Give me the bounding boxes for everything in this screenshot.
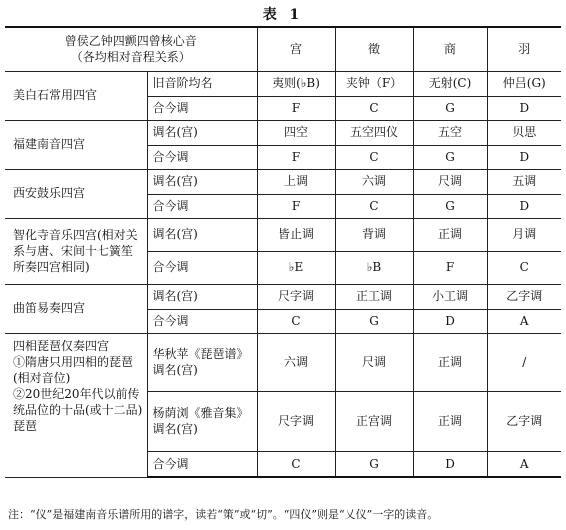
cell: C: [487, 251, 561, 284]
cell: G: [335, 451, 413, 477]
row-label: 调名(宫): [147, 169, 257, 194]
cell: 五调: [487, 169, 561, 194]
cell: 尺调: [335, 333, 413, 391]
row-label: 合今调: [147, 145, 257, 169]
group-label: 福建南音四宫: [5, 120, 147, 169]
cell: F: [413, 251, 487, 284]
cell: G: [413, 96, 487, 120]
row-label: 旧音阶均名: [147, 71, 257, 96]
cell: 背调: [335, 218, 413, 251]
cell: 月调: [487, 218, 561, 251]
cell: C: [335, 194, 413, 218]
cell: C: [257, 309, 335, 333]
cell: ♭E: [257, 251, 335, 284]
col-header-zhi: 徵: [335, 27, 413, 71]
cell: 仲吕(G): [487, 71, 561, 96]
table-row: [5, 120, 561, 145]
cell: 五空四仪: [335, 120, 413, 145]
row-label: 合今调: [147, 96, 257, 120]
cell: /: [487, 333, 561, 391]
cell: 皆止调: [257, 218, 335, 251]
row-label: 合今调: [147, 451, 257, 477]
cell: 尺调: [413, 169, 487, 194]
cell: 四空: [257, 120, 335, 145]
cell: ♭B: [335, 251, 413, 284]
table-row: [5, 284, 561, 309]
col-header-shang: 商: [413, 27, 487, 71]
table-caption: 表 1: [262, 7, 304, 23]
row-label: 合今调: [147, 309, 257, 333]
cell: 乙字调: [487, 284, 561, 309]
cell: G: [413, 145, 487, 169]
cell: G: [413, 194, 487, 218]
cell: 正调: [413, 391, 487, 451]
cell: A: [487, 451, 561, 477]
cell: F: [257, 194, 335, 218]
cell: 尺字调: [257, 391, 335, 451]
table-row: [5, 169, 561, 194]
table-header-row: [5, 27, 561, 71]
cell: 正调: [413, 218, 487, 251]
group-label: 智化寺音乐四宫(相对关系与唐、宋间十七簧笙所奏四宫相同): [5, 218, 147, 284]
cell: 五空: [413, 120, 487, 145]
cell: 夹钟（F）: [335, 71, 413, 96]
col-header-gong: 宫: [257, 27, 335, 71]
core-tones-table: [5, 26, 561, 478]
row-label: 合今调: [147, 194, 257, 218]
cell: C: [257, 451, 335, 477]
table-row: [5, 218, 561, 251]
cell: 六调: [335, 169, 413, 194]
cell: D: [487, 96, 561, 120]
group-label: 曲笛易奏四宫: [5, 284, 147, 333]
cell: F: [257, 96, 335, 120]
cell: 六调: [257, 333, 335, 391]
cell: D: [413, 451, 487, 477]
row-label: 调名(宫): [147, 120, 257, 145]
group-label: 西安鼓乐四宫: [5, 169, 147, 218]
cell: 正工调: [335, 284, 413, 309]
cell: 上调: [257, 169, 335, 194]
cell: D: [487, 145, 561, 169]
col-header-yu: 羽: [487, 27, 561, 71]
cell: 无射(C): [413, 71, 487, 96]
table-row: [5, 333, 561, 391]
cell: 小工调: [413, 284, 487, 309]
row-label: 杨荫浏《雅音集》调名(宫): [147, 391, 257, 451]
cell: D: [413, 309, 487, 333]
cell: 乙字调: [487, 391, 561, 451]
cell: A: [487, 309, 561, 333]
cell: C: [335, 96, 413, 120]
group-label-pipa: 四相琵琶仅奏四宫 ①隋唐只用四相的琵琶(相对音位) ②20世纪20年代以前传统品位的十品(或十二品)琵琶: [5, 333, 147, 477]
cell: D: [487, 194, 561, 218]
cell: 正调: [413, 333, 487, 391]
cell: F: [257, 145, 335, 169]
cell: 夷则(♭B): [257, 71, 335, 96]
row-label: 华秋苹《琵琶谱》调名(宫): [147, 333, 257, 391]
row-label: 调名(宫): [147, 284, 257, 309]
cell: C: [335, 145, 413, 169]
cell: 正宫调: [335, 391, 413, 451]
group-label: 美白石常用四官: [5, 71, 147, 120]
row-label: 合今调: [147, 251, 257, 284]
cell: 尺字调: [257, 284, 335, 309]
row-label: 调名(宫): [147, 218, 257, 251]
cell: 贝思: [487, 120, 561, 145]
table-row: [5, 71, 561, 96]
cell: G: [335, 309, 413, 333]
table-footnote: 注：“仪”是福建南音乐谱所用的谱字，读若“策”或“切”。“四仪”则是“乂仪”一字的读音。: [8, 508, 439, 521]
header-core-tones: 曾侯乙钟四颤四曾核心音 （各均相对音程关系）: [5, 27, 257, 71]
